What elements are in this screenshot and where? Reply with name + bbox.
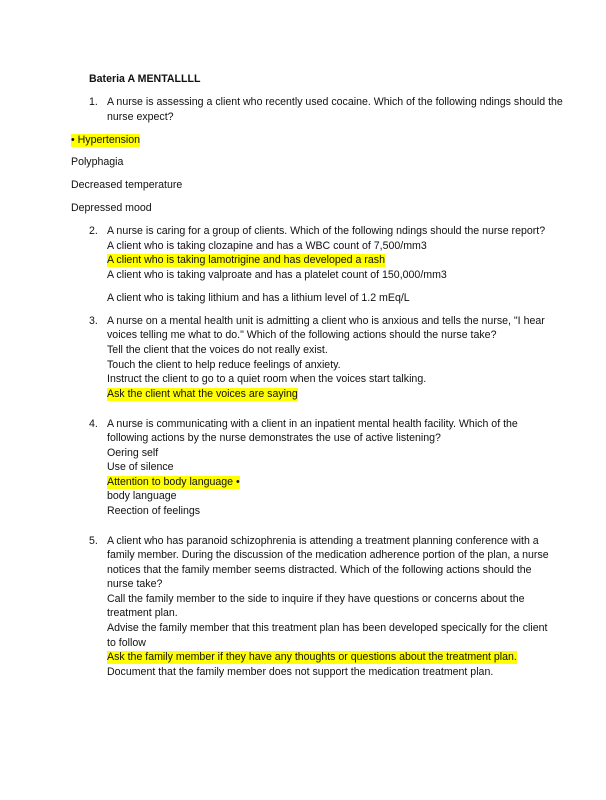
question-2-line-1: A nurse is caring for a group of clients. Which of the following ndings should the nurse report? xyxy=(107,225,546,237)
question-4-answer: Attention to body language • xyxy=(107,476,240,488)
question-4-option: Oering self xyxy=(107,447,159,459)
question-2-option: A client who is taking lithium and has a lithium level of 1.2 mEq/L xyxy=(107,292,410,304)
question-1-line-1: A nurse is assessing a client who recently used cocaine. Which of the following ndings should the xyxy=(107,96,563,108)
question-5-option: Call the family member to the side to inquire if they have questions or concerns about the xyxy=(107,593,525,605)
question-3-option: Instruct the client to go to a quiet room when the voices start talking. xyxy=(107,373,427,385)
question-2-number: 2. xyxy=(89,225,98,237)
question-4-option: Use of silence xyxy=(107,461,174,473)
question-5-line-3: notices that the family member seems distracted. Which of the following actions should the xyxy=(107,564,532,576)
question-2-option: A client who is taking valproate and has a platelet count of 150,000/mm3 xyxy=(107,269,447,281)
question-5-option: Advise the family member that this treatment plan has been developed specically for the client xyxy=(107,622,548,634)
question-3-option: Touch the client to help reduce feelings of anxiety. xyxy=(107,359,341,371)
question-5-option-cont: to follow xyxy=(107,637,146,649)
question-1-number: 1. xyxy=(89,96,98,108)
question-1-line-2: nurse expect? xyxy=(107,111,174,123)
question-1-answer: • Hypertension xyxy=(71,134,141,146)
question-3-answer: Ask the client what the voices are saying xyxy=(107,388,298,400)
question-5-number: 5. xyxy=(89,535,98,547)
question-2-answer: A client who is taking lamotrigine and has developed a rash xyxy=(107,254,385,266)
question-4-number: 4. xyxy=(89,418,98,430)
question-5-answer: Ask the family member if they have any thoughts or questions about the treatment plan. xyxy=(107,651,517,663)
question-4-line-1: A nurse is communicating with a client in an inpatient mental health facility. Which of the xyxy=(107,418,518,430)
question-5-option-cont: treatment plan. xyxy=(107,607,178,619)
question-4-option: body language xyxy=(107,490,177,502)
question-2-option: A client who is taking clozapine and has a WBC count of 7,500/mm3 xyxy=(107,240,427,252)
question-4-line-2: following actions by the nurse demonstrates the use of active listening? xyxy=(107,432,441,444)
question-1-option: Decreased temperature xyxy=(71,179,183,191)
question-5-line-1: A client who has paranoid schizophrenia is attending a treatment planning conference with a xyxy=(107,535,539,547)
question-3-line-1: A nurse on a mental health unit is admitting a client who is anxious and tells the nurse, "I hear xyxy=(107,315,545,327)
question-3-option: Tell the client that the voices do not really exist. xyxy=(107,344,328,356)
question-4-option: Reection of feelings xyxy=(107,505,201,517)
question-5-line-4: nurse take? xyxy=(107,578,163,590)
question-3-line-2: voices telling me what to do." Which of the following actions should the nurse take? xyxy=(107,329,497,341)
question-5-line-2: family member. During the discussion of the medication adherence portion of the plan, a nurse xyxy=(107,549,549,561)
question-5-option: Document that the family member does not support the medication treatment plan. xyxy=(107,666,494,678)
question-1-option: Depressed mood xyxy=(71,202,152,214)
question-3-number: 3. xyxy=(89,315,98,327)
question-1-option: Polyphagia xyxy=(71,156,124,168)
document-title: Bateria A MENTALLLL xyxy=(89,73,201,85)
